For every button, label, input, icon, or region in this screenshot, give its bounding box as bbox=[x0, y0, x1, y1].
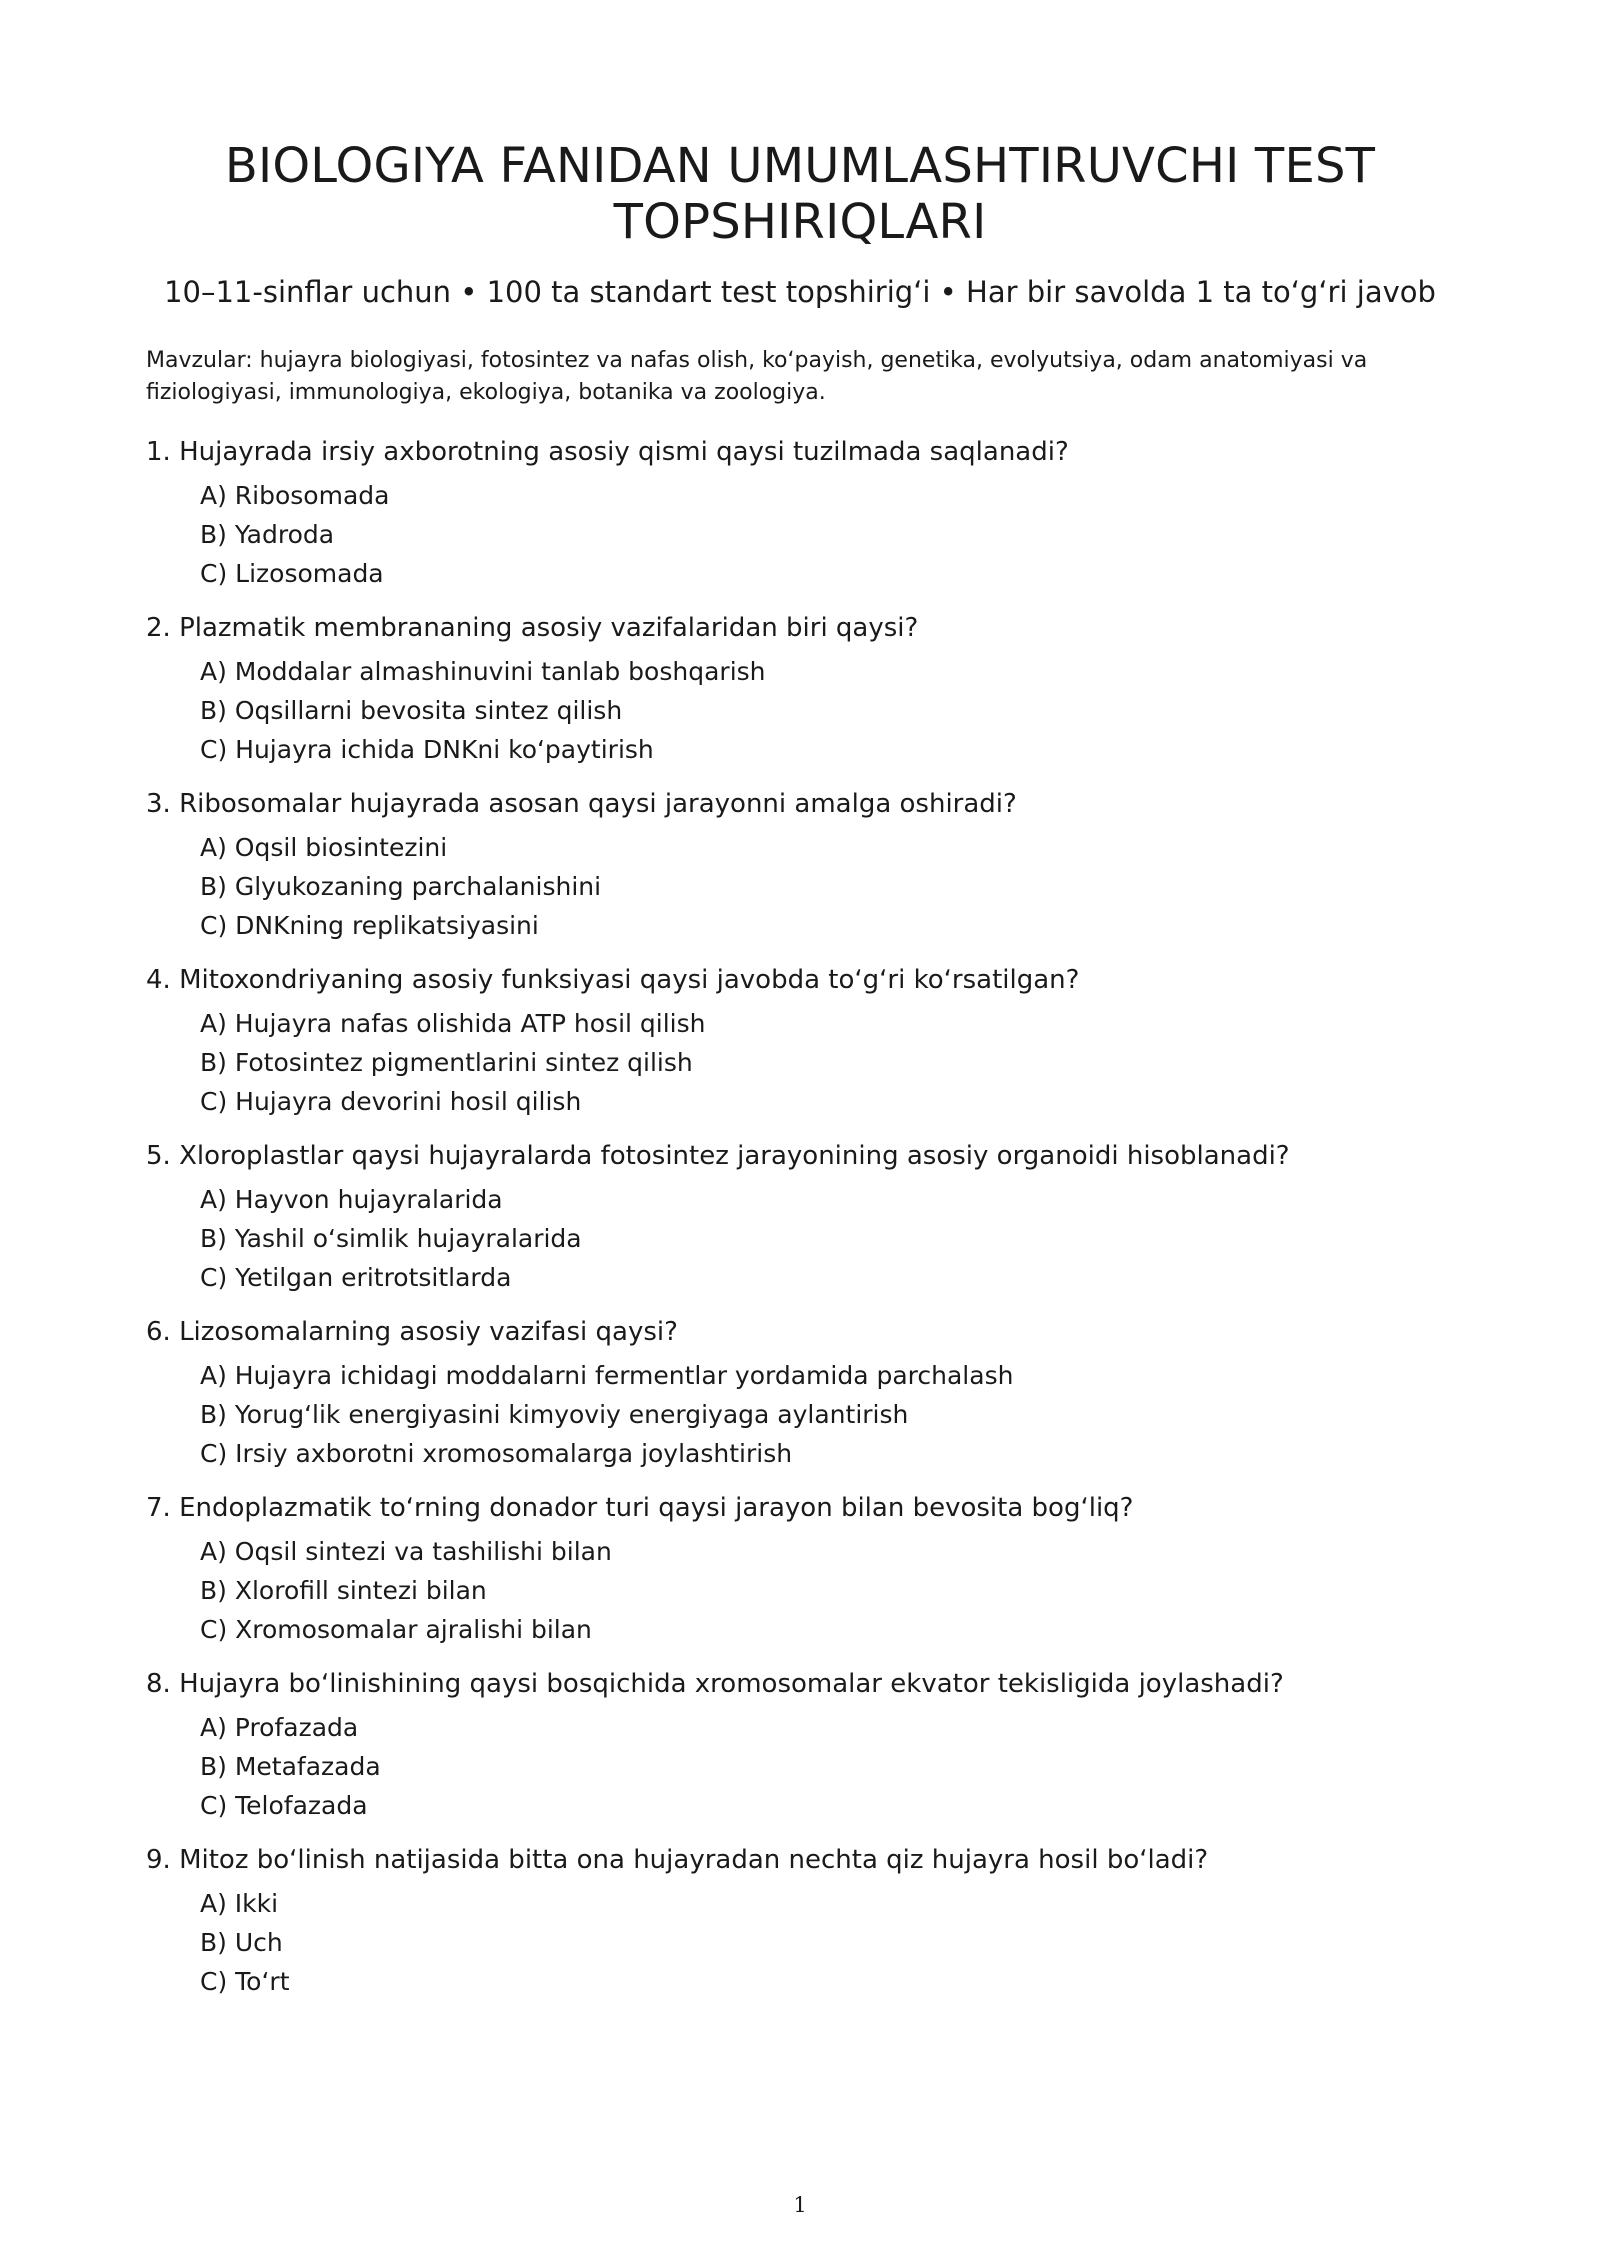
option-c: C) Hujayra devorini hosil qilish bbox=[200, 1087, 582, 1116]
option-list bbox=[146, 1004, 1456, 1121]
option-a: A) Hayvon hujayralarida bbox=[200, 1185, 503, 1214]
question-text: 2. Plazmatik membrananing asosiy vazifalaridan biri qaysi? bbox=[146, 613, 919, 643]
option-list bbox=[146, 1356, 1456, 1473]
question-item bbox=[146, 1666, 1456, 1825]
option-a: A) Ikki bbox=[200, 1889, 279, 1918]
option-c: C) Lizosomada bbox=[200, 559, 384, 588]
question-item bbox=[146, 610, 1456, 769]
option-list bbox=[146, 652, 1456, 769]
option-b: B) Oqsillarni bevosita sintez qilish bbox=[200, 696, 623, 725]
question-text: 5. Xloroplastlar qaysi hujayralarda fotosintez jarayonining asosiy organoidi hisoblanadi? bbox=[146, 1141, 1290, 1171]
question-text: 6. Lizosomalarning asosiy vazifasi qaysi? bbox=[146, 1317, 678, 1347]
option-list bbox=[146, 828, 1456, 945]
option-c: C) Xromosomalar ajralishi bilan bbox=[200, 1615, 592, 1644]
option-c: C) Irsiy axborotni xromosomalarga joylashtirish bbox=[200, 1439, 793, 1468]
question-item bbox=[146, 786, 1456, 945]
question-list bbox=[146, 434, 1456, 2018]
option-list bbox=[146, 476, 1456, 593]
question-text: 9. Mitoz boʻlinish natijasida bitta ona hujayradan nechta qiz hujayra hosil boʻladi? bbox=[146, 1845, 1209, 1875]
option-b: B) Uch bbox=[200, 1928, 283, 1957]
option-c: C) Hujayra ichida DNKni koʻpaytirish bbox=[200, 735, 654, 764]
option-b: B) Yashil oʻsimlik hujayralarida bbox=[200, 1224, 582, 1253]
question-item bbox=[146, 1490, 1456, 1649]
option-b: B) Xlorofill sintezi bilan bbox=[200, 1576, 487, 1605]
question-item bbox=[146, 1314, 1456, 1473]
option-list bbox=[146, 1708, 1456, 1825]
option-list bbox=[146, 1884, 1456, 2001]
option-a: A) Hujayra ichidagi moddalarni fermentlar yordamida parchalash bbox=[200, 1361, 1014, 1390]
document-subtitle: 10–11-sinflar uchun • 100 ta standart test topshirigʻi • Har bir savolda 1 ta toʻgʻri javob bbox=[164, 275, 1436, 309]
option-b: B) Fotosintez pigmentlarini sintez qilish bbox=[200, 1048, 693, 1077]
option-a: A) Moddalar almashinuvini tanlab boshqarish bbox=[200, 657, 766, 686]
option-list bbox=[146, 1180, 1456, 1297]
question-item bbox=[146, 434, 1456, 593]
option-c: C) DNKning replikatsiyasini bbox=[200, 911, 539, 940]
option-b: B) Yorugʻlik energiyasini kimyoviy energiyaga aylantirish bbox=[200, 1400, 909, 1429]
question-text: 8. Hujayra boʻlinishining qaysi bosqichida xromosomalar ekvator tekisligida joylashadi? bbox=[146, 1669, 1284, 1699]
question-text: 3. Ribosomalar hujayrada asosan qaysi jarayonni amalga oshiradi? bbox=[146, 789, 1017, 819]
option-a: A) Oqsil sintezi va tashilishi bilan bbox=[200, 1537, 612, 1566]
option-c: C) Toʻrt bbox=[200, 1967, 290, 1996]
question-item bbox=[146, 1842, 1456, 2001]
option-a: A) Hujayra nafas olishida ATP hosil qilish bbox=[200, 1009, 706, 1038]
topics-paragraph: Mavzular: hujayra biologiyasi, fotosintez va nafas olish, koʻpayish, genetika, evolyutsiya, odam anatomiyasi va fiziologiyasi, immunologiya, ekologiya, botanika va zoologiya. bbox=[146, 348, 1368, 405]
option-b: B) Yadroda bbox=[200, 520, 335, 549]
option-c: C) Yetilgan eritrotsitlarda bbox=[200, 1263, 512, 1292]
option-b: B) Metafazada bbox=[200, 1752, 381, 1781]
option-a: A) Profazada bbox=[200, 1713, 359, 1742]
option-b: B) Glyukozaning parchalanishini bbox=[200, 872, 602, 901]
option-c: C) Telofazada bbox=[200, 1791, 368, 1820]
question-text: 4. Mitoxondriyaning asosiy funksiyasi qaysi javobda toʻgʻri koʻrsatilgan? bbox=[146, 965, 1080, 995]
page-number: 1 bbox=[793, 2193, 807, 2217]
document-title: BIOLOGIYA FANIDAN UMUMLASHTIRUVCHI TEST TOPSHIRIQLARI bbox=[224, 138, 1376, 250]
question-item bbox=[146, 1138, 1456, 1297]
question-text: 7. Endoplazmatik toʻrning donador turi qaysi jarayon bilan bevosita bogʻliq? bbox=[146, 1493, 1134, 1523]
option-a: A) Ribosomada bbox=[200, 481, 390, 510]
question-item bbox=[146, 962, 1456, 1121]
option-a: A) Oqsil biosintezini bbox=[200, 833, 448, 862]
option-list bbox=[146, 1532, 1456, 1649]
question-text: 1. Hujayrada irsiy axborotning asosiy qismi qaysi tuzilmada saqlanadi? bbox=[146, 437, 1069, 467]
